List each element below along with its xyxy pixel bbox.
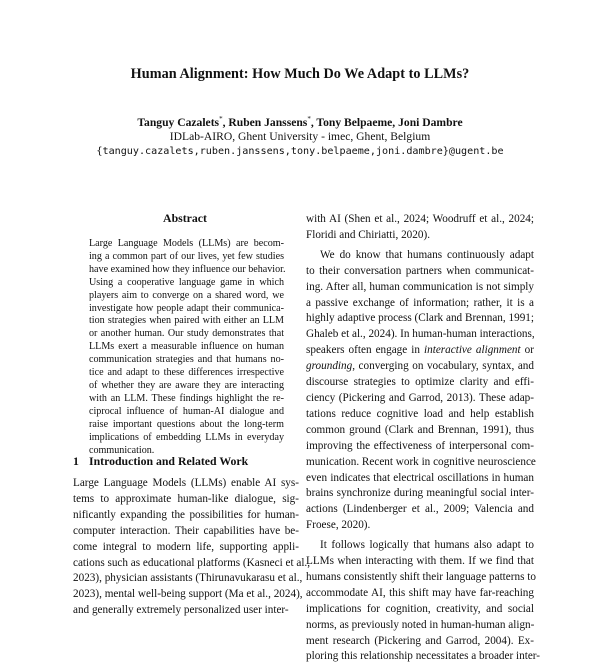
text-line: come integral to modern life, supporting appli-: [73, 540, 299, 553]
text-line: raise important questions about the long-term: [89, 418, 284, 430]
text-line: norms, as previously noted in human-human align-: [306, 618, 535, 631]
text-line: ciency (Pickering and Garrod, 2013). These adap-: [306, 391, 534, 404]
text-line: cations such as educational platforms (Kasneci et al.,: [73, 556, 311, 569]
text-line: implications of embedding LLMs in everyday: [89, 431, 284, 443]
text-line: tice and adapt to these differences irrespective: [89, 367, 284, 379]
text-line: We do know that humans continuously adapt: [320, 248, 534, 261]
text-line: communication.: [89, 444, 155, 456]
text-line: computer interaction. Their capabilities have be-: [73, 524, 299, 537]
author-list: Tanguy Cazalets*, Ruben Janssens*, Tony Belpaeme, Joni Dambre: [137, 115, 463, 129]
author-name: Tanguy Cazalets: [137, 115, 220, 129]
text-line: have examined how they influence our behavior.: [89, 263, 286, 275]
text-line: and generally extremely personalized user inter-: [73, 604, 289, 617]
author-name: Ruben Janssens: [228, 115, 308, 129]
text-line: Using a cooperative language game in which: [89, 276, 284, 288]
text-line: players aim to converge on a shared word, we: [89, 289, 284, 301]
text-line: Floridi and Chiriatti, 2020).: [306, 228, 430, 241]
author-emails: {tanguy.cazalets,ruben.janssens,tony.belpaeme,joni.dambre}@ugent.be: [96, 146, 504, 157]
text-line: common ground (Clark and Brennan, 1991), thus: [306, 423, 534, 436]
text-line: with AI (Shen et al., 2024; Woodruff et al., 2024;: [306, 213, 534, 225]
section-number: 1: [73, 454, 79, 468]
text-line: munication. Recent work in cognitive neuroscience: [306, 455, 536, 468]
equal-contribution-mark: *: [219, 115, 223, 123]
text-line: LLMs exert a measurable influence on human: [89, 341, 284, 353]
text-line: ploring this relationship necessitates a broader inter-: [306, 650, 541, 663]
affiliation: IDLab-AIRO, Ghent University - imec, Ghent, Belgium: [169, 130, 431, 143]
text-line: ing a common part of our lives, yet few studies: [89, 250, 284, 262]
text-line: nificantly expanding the possibilities for human-: [73, 508, 299, 521]
text-line: even indicates that electrical oscillations in human: [306, 471, 534, 484]
paper-title: Human Alignment: How Much Do We Adapt to LLMs?: [130, 66, 470, 82]
paragraph: [306, 212, 534, 248]
text-line: LLMs when interacting with them. If we find that: [306, 555, 534, 568]
paragraph: [306, 538, 541, 665]
text-line: ciprocal influence of human-AI dialogue and: [89, 405, 284, 417]
text-line: speakers often engage in interactive alignment or: [306, 344, 534, 357]
text-line: communication strategies and that humans no-: [89, 354, 284, 366]
text-line: tems to approximate human-like dialogue, sig-: [73, 492, 299, 505]
text-line: implications for cognition, creativity, and social: [306, 602, 534, 615]
text-line: Froese, 2020).: [306, 519, 371, 532]
text-line: highly adaptive process (Clark and Brennan, 1991;: [306, 312, 534, 325]
text-line: a passive exchange of information; rather, it is a: [306, 296, 534, 309]
text-line: or another human. Our study demonstrates that: [89, 328, 284, 340]
text-line: 2023), mental well-being support (Ma et al., 2024),: [73, 588, 303, 601]
abstract-heading: Abstract: [163, 211, 207, 225]
text-line: tion strategies when paired with either an LLM: [89, 315, 284, 327]
right-column-body: [306, 212, 541, 665]
text-line: discourse strategies to optimize clarity and effi-: [306, 376, 534, 389]
text-line: ing. After all, human communication is not simply: [306, 280, 534, 293]
section-heading: [73, 454, 248, 469]
text-line: humans consistently shift their language patterns to: [306, 570, 536, 583]
text-line: of whether they are aware they are interacting: [89, 379, 284, 391]
text-line: Large Language Models (LLMs) enable AI sys-: [73, 477, 299, 489]
section-title: Introduction and Related Work: [89, 454, 249, 468]
text-line: investigate how people adapt their communica-: [89, 302, 284, 314]
text-line: accommodate AI, this shift may have far-reaching: [306, 586, 534, 599]
text-line: ment research (Pickering and Garrod, 2004). Ex-: [306, 634, 534, 647]
abstract-body: [89, 238, 284, 457]
author-name: Tony Belpaeme, Joni Dambre: [316, 115, 463, 129]
text-line: Large Language Models (LLMs) are becom-: [89, 238, 284, 249]
text-line: improving the effectiveness of interpersonal com-: [306, 439, 534, 452]
equal-contribution-mark: *: [307, 115, 311, 123]
text-line: 2023), physician assistants (Thirunavukarasu et al.,: [73, 572, 303, 585]
text-line: grounding, converging on vocabulary, syntax, and: [306, 360, 534, 373]
text-line: actions (Lindenberger et al., 2009; Valencia and: [306, 503, 534, 516]
text-line: to their conversation partners when communicat-: [306, 264, 534, 277]
left-column-body: [73, 476, 311, 619]
text-line: tations reduce cognitive load and help establish: [306, 407, 534, 420]
text-line: brains synchronize during meaningful social inter-: [306, 487, 534, 500]
text-line: Ghaleb et al., 2024). In human-human interactions,: [306, 328, 535, 341]
text-line: It follows logically that humans also adapt to: [320, 539, 534, 552]
paragraph: [306, 248, 534, 538]
text-line: with an LLM. These findings highlight the re-: [89, 392, 284, 404]
